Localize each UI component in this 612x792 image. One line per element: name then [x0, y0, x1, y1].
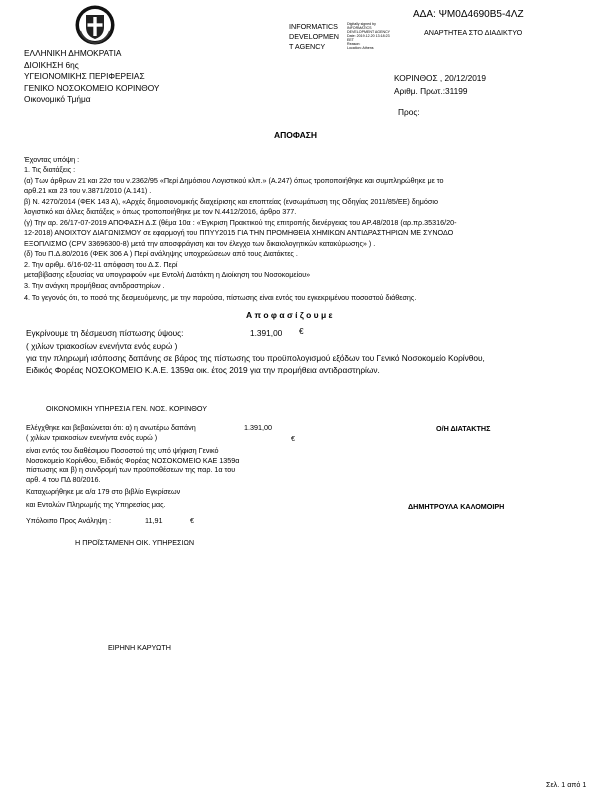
approval-text-line: για την πληρωμή ισόποσης δαπάνης σε βάρος της πίστωσης του προϋπολογισμού εξόδων του Γενικό Νοσοκομείο Κορίνθου, [26, 353, 485, 363]
considering-item: 1. Τις διατάξεις : [24, 165, 76, 175]
considering-item: μεταβίβασης εξουσίας να υπογραφούν «με Εντολή Διατάκτη η Διοίκηση του Νοσοκομείου» [24, 269, 311, 279]
ordering-officer-name: ΔΗΜΗΤΡΟΥΛΑ ΚΑΛΟΜΟΙΡΗ [408, 502, 505, 511]
finance-currency: € [291, 434, 295, 443]
ada-code: ΑΔΑ: ΨΜ0Δ4690Β5-4ΛΖ [413, 9, 524, 20]
agency-label: INFORMATICS DEVELOPMEN T AGENCY [289, 22, 339, 51]
approval-amount: 1.391,00 [250, 328, 283, 338]
ordering-officer-title: Ο/Η ΔΙΑΤΑΚΤΗΣ [436, 424, 491, 433]
considering-section [24, 155, 456, 303]
decide-heading: Α π ο φ α σ ί ζ ο υ μ ε [246, 310, 333, 320]
considering-item: (δ) Του Π.Δ.80/2016 (ΦΕΚ 306 Α ) Περί ανάληψης υποχρεώσεων από τους Διατάκτες . [24, 249, 298, 259]
considering-item: (α) Των άρθρων 21 και 22σ του ν.2362/95 «Περί Δημόσιου Λογιστικού κλπ.» (Α.247) όπως τροποποιήθηκε και συμπληρώθηκε με το [24, 175, 444, 185]
balance-label: Υπόλοιπο Προς Ανάληψη : [26, 516, 112, 525]
document-title: ΑΠΟΦΑΣΗ [274, 130, 318, 140]
considering-item: 4. Το γεγονός ότι, το ποσό της δεσμευόμενης, με την παρούσα, πίστωσης είναι εντός του εγκεκριμένου ποσοστού διάθεσης. [24, 292, 417, 302]
considering-item: ΕΞΟΠΛΙΣΜΟ (CPV 33696300-8) μετά την αποσφράγιση και τον έλεγχο των δικαιολογητικών κατακύρωσης» ) . [24, 238, 376, 248]
considering-item: 2. Την αριθμ. 6/16-02-11 απόφαση του Δ.Σ. Περί [24, 259, 178, 269]
approval-text-line: Ειδικός Φορέας ΝΟΣΟΚΟΜΕΙΟ Κ.Α.Ε. 1359α οικ. έτος 2019 για την προμήθεια αντιδραστηρίων. [26, 365, 380, 375]
considering-item: 12-2018) ΑΝΟΙΧΤΟΥ ΔΙΑΓΩΝΙΣΜΟΥ σε εφαρμογή του ΠΠΥΥ2015 ΓΙΑ ΤΗΝ ΠΡΟΜΗΘΕΙΑ ΧΗΜΙΚΩΝ ΑΝΤΙΔΡΑΣΤΗΡΙΩΝ ΜΕ ΣΥΝΟΔΟ [24, 228, 454, 238]
post-online-note: ΑΝΑΡΤΗΤΕΑ ΣΤΟ ΔΙΑΔΙΚΤΥΟ [424, 28, 523, 37]
greek-emblem-icon [75, 5, 115, 45]
finance-details: είναι εντός του διαθέσιμου Ποσοστού της υπό ψήφιση Γενικό Νοσοκομείο Κορίνθου, Ειδικός Φορέας ΝΟΣΟΚΟΜΕΙΟ ΚΑΕ 1359α πίστωσης και β) η συνδρομή των προϋποθέσεων της παρ. 1α του αρθ. 4 του ΠΔ 80/2016. Καταχωρήθηκε με α/α 179 στο βιβλίο Εγκρίσεων και Εντολών Πληρωμής της Υπηρεσίας μας. [26, 446, 240, 509]
considering-item: λογιστικό και άλλες διατάξεις » όπως τροποποιήθηκε με τον Ν.4412/2016, άρθρο 377. [24, 207, 297, 217]
place-date: ΚΟΡΙΝΘΟΣ , 20/12/2019 [394, 73, 487, 83]
approval-currency: € [299, 326, 304, 336]
approval-amount-words: ( χιλίων τριακοσίων ενενήντα ενός ευρώ ) [26, 341, 178, 351]
page-number: Σελ. 1 από 1 [546, 780, 587, 789]
considering-item: 3. Την ανάγκη προμήθειας αντιδραστηρίων . [24, 281, 165, 291]
considering-item: β) Ν. 4270/2014 (ΦΕΚ 143 Α), «Αρχές δημοσιονομικής διαχείρισης και εποπτείας (ενσωμάτωση της Οδηγίας 2011/85/ΕΕ) δημόσιο [24, 196, 438, 206]
finance-head-name: ΕΙΡΗΝΗ ΚΑΡΥΩΤΗ [108, 643, 171, 652]
balance-currency: € [190, 516, 194, 525]
considering-heading: Έχοντας υπόψη : [24, 155, 80, 164]
approval-label: Εγκρίνουμε τη δέσμευση πίστωσης ύψους: [26, 328, 184, 338]
recipient-label: Προς: [398, 107, 420, 117]
organization-block: ΕΛΛΗΝΙΚΗ ΔΗΜΟΚΡΑΤΙΑ ΔΙΟΙΚΗΣΗ 6ης ΥΓΕΙΟΝΟΜΙΚΗΣ ΠΕΡΙΦΕΡΕΙΑΣ ΓΕΝΙΚΟ ΝΟΣΟΚΟΜΕΙΟ ΚΟΡΙΝΘΟΥ Οικονομικό Τμήμα [24, 48, 160, 104]
protocol-number: Αριθμ. Πρωτ.:31199 [394, 86, 468, 96]
finance-service-title: ΟΙΚΟΝΟΜΙΚΗ ΥΠΗΡΕΣΙΑ ΓΕΝ. ΝΟΣ. ΚΟΡΙΝΘΟΥ [46, 404, 208, 413]
balance-amount: 11,91 [145, 516, 163, 525]
finance-checked-line: Ελέγχθηκε και βεβαιώνεται ότι: α) η ανωτέρω δαπάνη [26, 423, 196, 432]
considering-item: (γ) Την αρ. 26/17-07-2019 ΑΠΟΦΑΣΗ Δ.Σ (θέμα 10α : «Έγκριση Πρακτικού της επιτροπής διενέργειας του ΑΡ.48/2018 (αρ.πρ.35316/20- [24, 217, 457, 227]
finance-amount-words: ( χιλίων τριακοσίων ενενήντα ενός ευρώ ) [26, 433, 158, 442]
digital-signature-stamp: Digitally signed by INFORMATICS DEVELOPMENT AGENCY Date: 2019.12.20 13:18:23 EET Reason: Location: Athens [347, 22, 391, 50]
finance-amount: 1.391,00 [244, 423, 272, 432]
finance-head-title: Η ΠΡΟΪΣΤΑΜΕΝΗ ΟΙΚ. ΥΠΗΡΕΣΙΩΝ [75, 538, 195, 547]
considering-item: αρθ.21 και 23 του ν.3871/2010 (Α.141) . [24, 186, 152, 196]
